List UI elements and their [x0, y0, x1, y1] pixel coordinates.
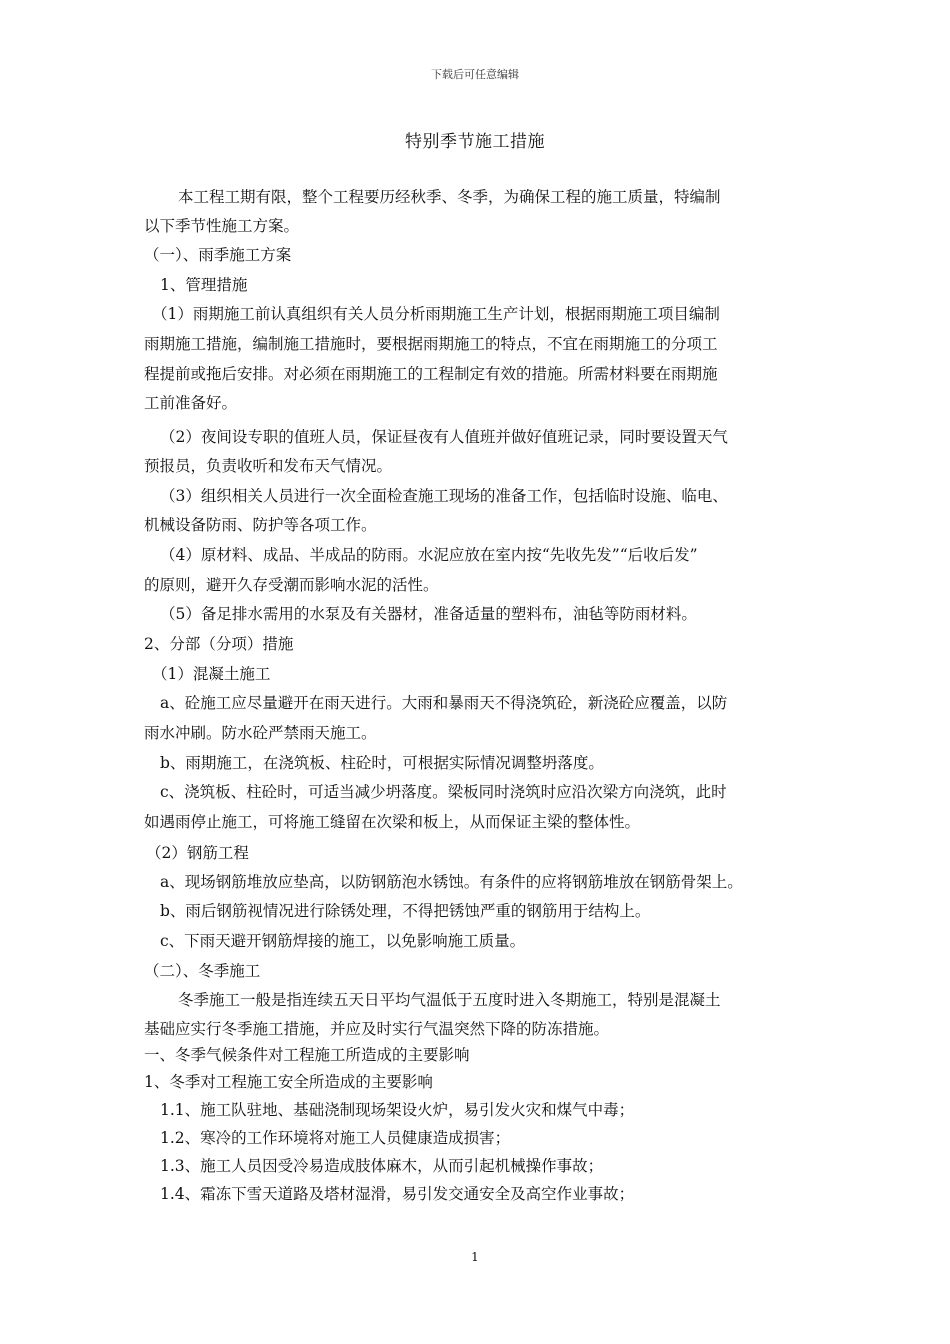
- paragraph-line: 如遇雨停止施工，可将施工缝留在次梁和板上，从而保证主梁的整体性。: [144, 813, 641, 831]
- paragraph-line: a、砼施工应尽量避开在雨天进行。大雨和暴雨天不得浇筑砼，新浇砼应覆盖，以防: [160, 694, 728, 712]
- list-item: 1.3、施工人员因受冷易造成肢体麻木，从而引起机械操作事故；: [160, 1157, 604, 1175]
- subsection-heading: 2、分部（分项）措施: [144, 635, 294, 653]
- subsection-heading: （2）钢筋工程: [146, 844, 249, 862]
- paragraph-line: 机械设备防雨、防护等各项工作。: [144, 516, 377, 534]
- list-item: 1.4、霜冻下雪天道路及塔材湿滑，易引发交通安全及高空作业事故；: [160, 1185, 635, 1203]
- subsection-heading: 1、管理措施: [160, 276, 248, 294]
- paragraph-line: （2）夜间设专职的值班人员，保证昼夜有人值班并做好值班记录，同时要设置天气: [160, 428, 728, 446]
- page-header: 下载后可任意编辑: [431, 68, 519, 81]
- paragraph-line: 本工程工期有限，整个工程要历经秋季、冬季，为确保工程的施工质量，特编制: [178, 188, 721, 206]
- subsection-heading: （1）混凝土施工: [152, 665, 271, 683]
- list-item: 1.2、寒冷的工作环境将对施工人员健康造成损害；: [160, 1129, 511, 1147]
- paragraph-line: （1）雨期施工前认真组织有关人员分析雨期施工生产计划，根据雨期施工项目编制: [152, 305, 720, 323]
- page-number: 1: [471, 1250, 479, 1264]
- paragraph-line: （5）备足排水需用的水泵及有关器材，准备适量的塑料布，油毡等防雨材料。: [160, 605, 697, 623]
- paragraph-line: 以下季节性施工方案。: [144, 217, 300, 235]
- paragraph-line: 工前准备好。: [144, 394, 238, 412]
- paragraph-line: b、雨期施工，在浇筑板、柱砼时，可根据实际情况调整坍落度。: [160, 754, 604, 772]
- paragraph-line: （3）组织相关人员进行一次全面检查施工现场的准备工作，包括临时设施、临电、: [160, 487, 728, 505]
- paragraph-line: 基础应实行冬季施工措施，并应及时实行气温突然下降的防冻措施。: [144, 1020, 610, 1038]
- paragraph-line: 预报员，负责收听和发布天气情况。: [144, 457, 393, 475]
- paragraph-line: 的原则，避开久存受潮而影响水泥的活性。: [144, 576, 439, 594]
- paragraph-line: （4）原材料、成品、半成品的防雨。水泥应放在室内按“先收先发”“后收后发”: [160, 546, 698, 564]
- paragraph-line: 冬季施工一般是指连续五天日平均气温低于五度时进入冬期施工，特别是混凝土: [178, 991, 721, 1009]
- paragraph-line: 雨期施工措施，编制施工措施时，要根据雨期施工的特点，不宜在雨期施工的分项工: [144, 335, 718, 353]
- paragraph-line: 雨水冲刷。防水砼严禁雨天施工。: [144, 724, 377, 742]
- subsection-heading: 1、冬季对工程施工安全所造成的主要影响: [144, 1073, 433, 1091]
- paragraph-line: c、下雨天避开钢筋焊接的施工，以免影响施工质量。: [160, 932, 526, 950]
- section-heading: （二）、冬季施工: [144, 962, 261, 980]
- paragraph-line: a、现场钢筋堆放应垫高，以防钢筋泡水锈蚀。有条件的应将钢筋堆放在钢筋骨架上。: [160, 873, 743, 891]
- section-heading: （一）、雨季施工方案: [144, 246, 292, 264]
- document-title: 特别季节施工措施: [405, 132, 545, 152]
- section-heading: 一、冬季气候条件对工程施工所造成的主要影响: [144, 1046, 470, 1064]
- list-item: 1.1、施工队驻地、基础浇制现场架设火炉，易引发火灾和煤气中毒；: [160, 1101, 635, 1119]
- paragraph-line: b、雨后钢筋视情况进行除锈处理，不得把锈蚀严重的钢筋用于结构上。: [160, 902, 651, 920]
- paragraph-line: 程提前或拖后安排。对必须在雨期施工的工程制定有效的措施。所需材料要在雨期施: [144, 365, 718, 383]
- paragraph-line: c、浇筑板、柱砼时，可适当减少坍落度。梁板同时浇筑时应沿次梁方向浇筑，此时: [160, 783, 727, 801]
